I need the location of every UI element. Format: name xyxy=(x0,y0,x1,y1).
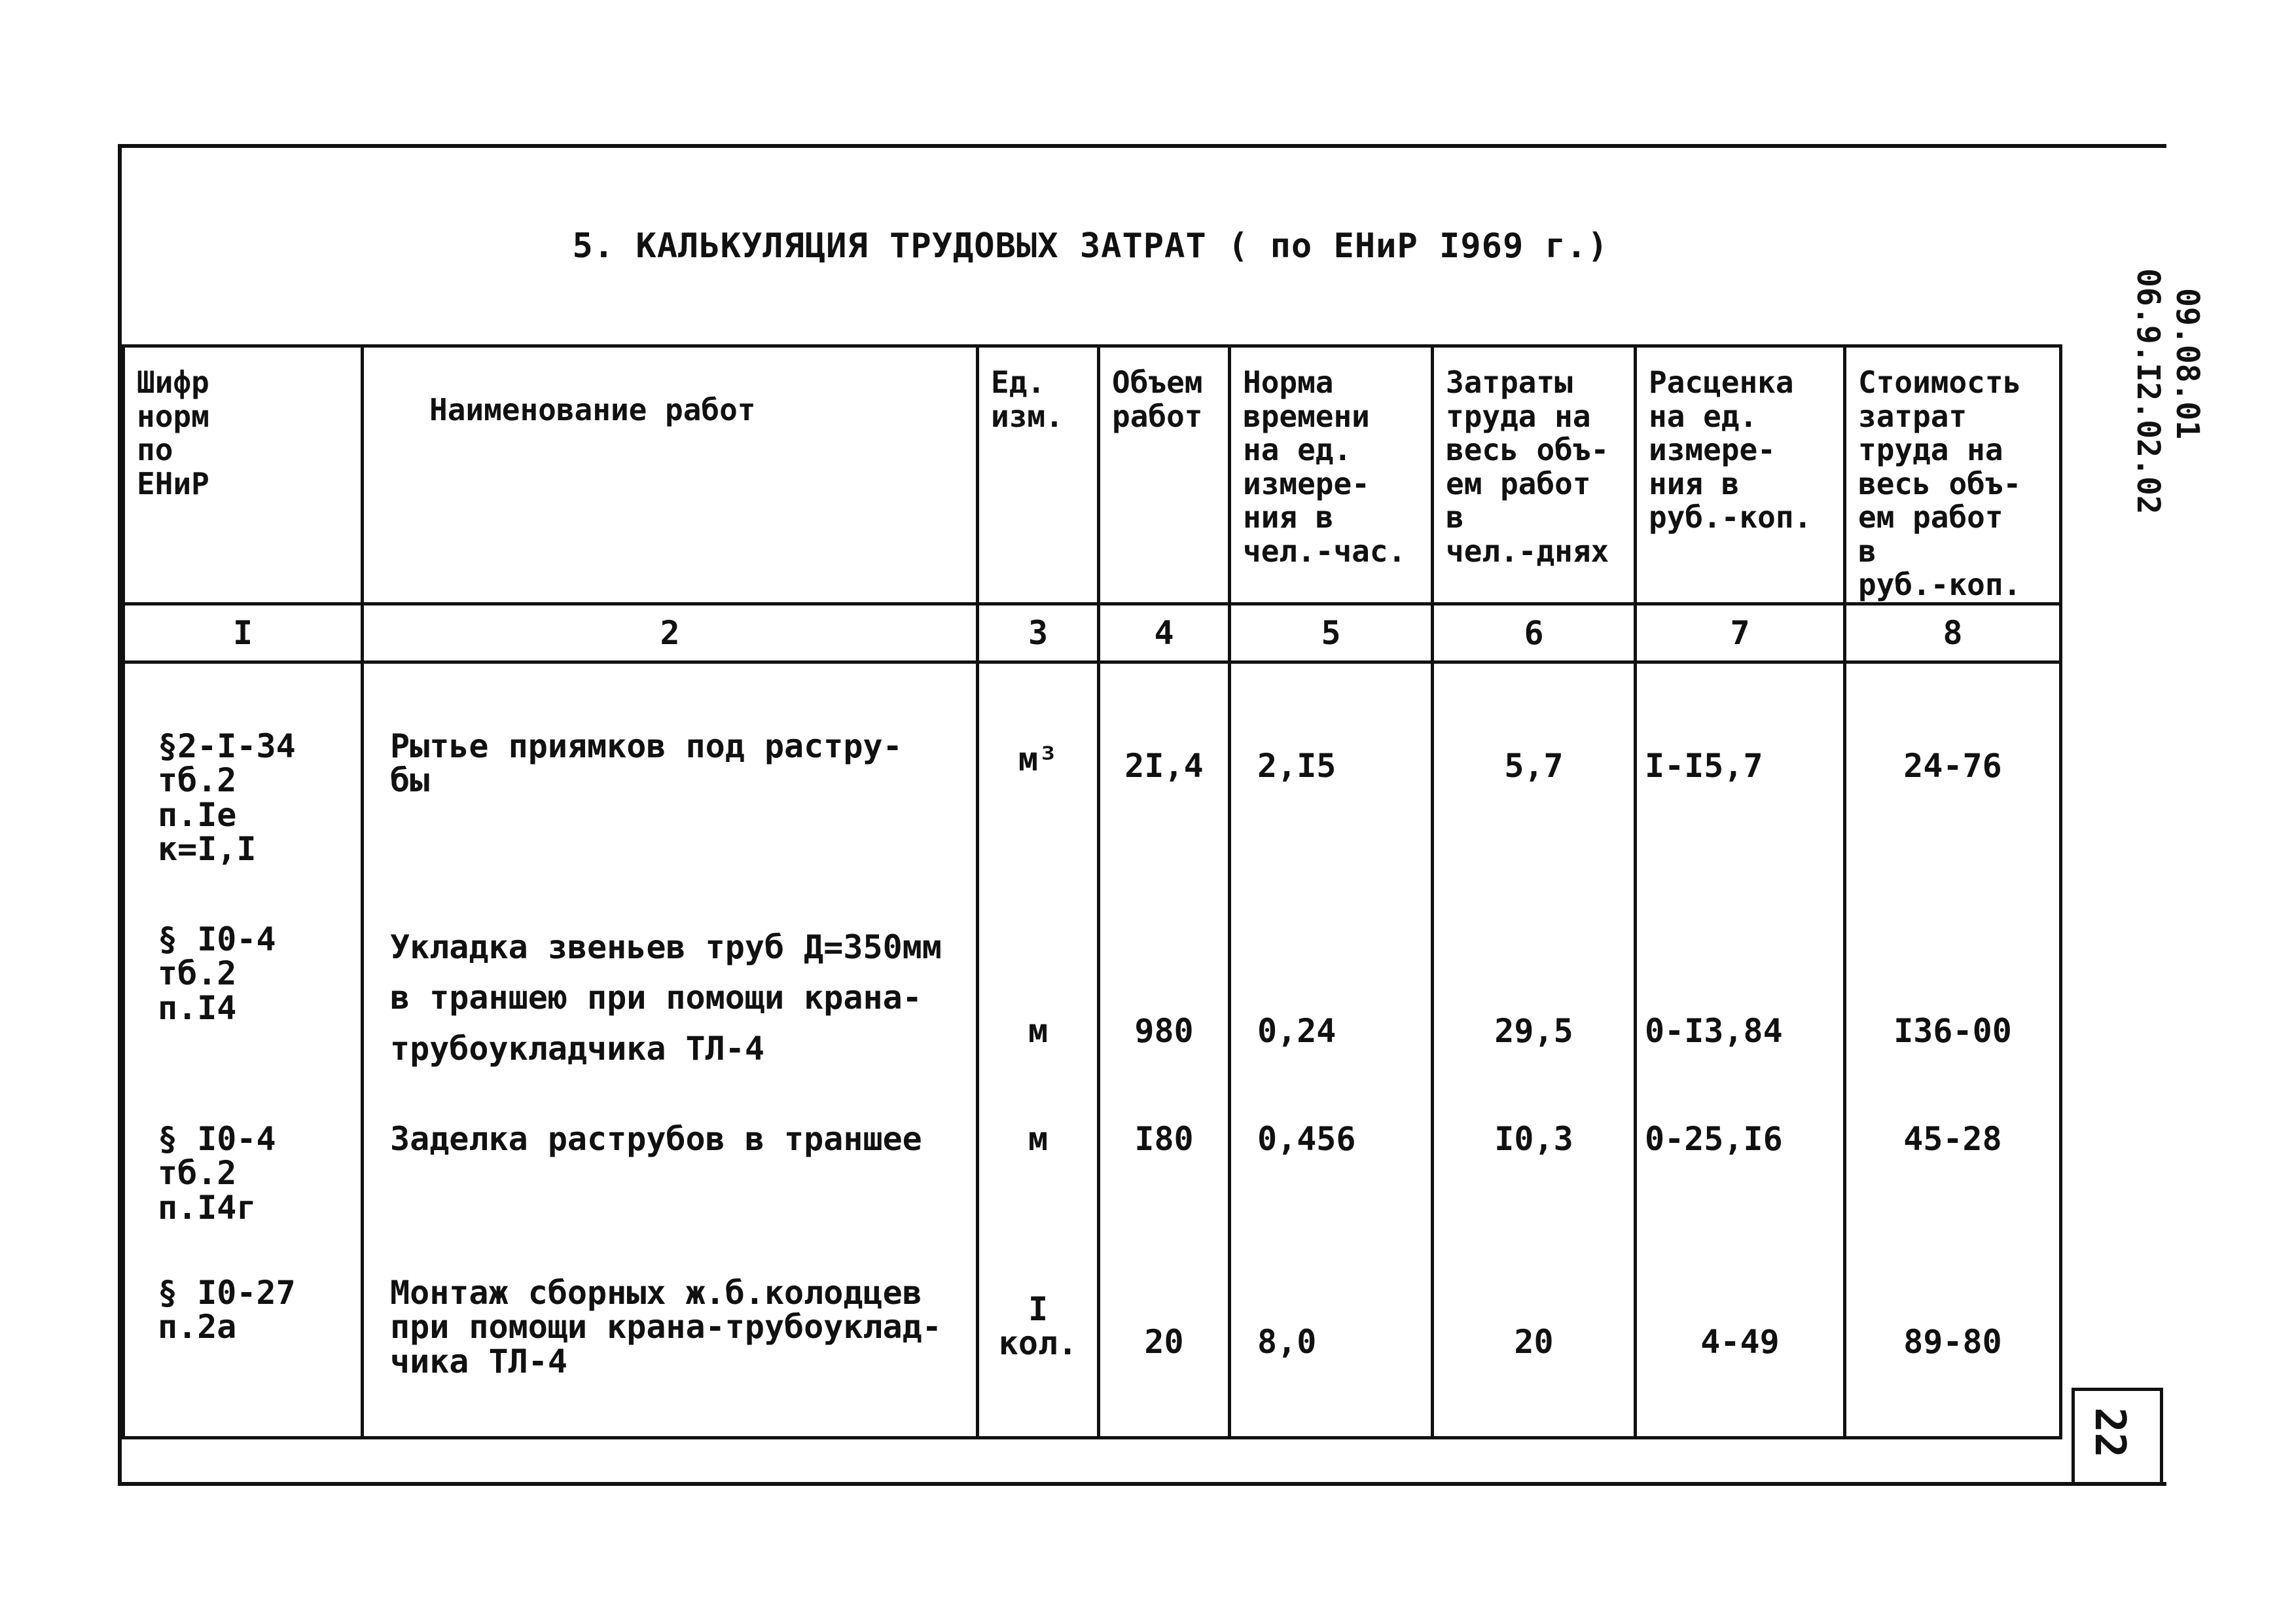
row-time-norm: 0,456 xyxy=(1257,1119,1356,1158)
row-volume: I80 xyxy=(1134,1119,1194,1158)
row-unit: м xyxy=(1028,1119,1049,1158)
page-number: 22 xyxy=(2085,1407,2134,1458)
row-rate: I-I5,7 xyxy=(1645,746,1763,785)
column-number: I xyxy=(232,613,253,652)
cost-column xyxy=(1845,662,2061,1437)
header-labor-days: Затраты труда на весь объ- ем работ в чел.-днях xyxy=(1433,346,1636,604)
header-volume: Объем работ xyxy=(1099,346,1230,604)
row-rate: 0-I3,84 xyxy=(1645,1011,1783,1050)
row-time-norm: 0,24 xyxy=(1257,1011,1336,1050)
row-volume: 2I,4 xyxy=(1124,746,1204,785)
row-volume: 20 xyxy=(1144,1322,1184,1361)
volume-column xyxy=(1099,662,1230,1437)
row-cost: 24-76 xyxy=(1903,746,2002,785)
row-volume: 980 xyxy=(1134,1011,1194,1050)
row-cost: 45-28 xyxy=(1903,1119,2002,1158)
header-work-name: Наименование работ xyxy=(363,346,978,604)
row-rate: 0-25,I6 xyxy=(1645,1119,1783,1158)
row-time-norm: 2,I5 xyxy=(1257,746,1336,785)
row-rate: 4-49 xyxy=(1700,1322,1780,1361)
work-name-column xyxy=(363,662,978,1437)
labor-days-column xyxy=(1433,662,1636,1437)
row-work-name: Укладка звеньев труб Д=350мм в траншею при помощи крана- трубоукладчика ТЛ-4 xyxy=(390,928,942,1068)
page-number-box xyxy=(2072,1388,2163,1486)
column-number: 7 xyxy=(1730,613,1750,652)
row-unit: м xyxy=(1028,1011,1049,1050)
side-document-codes xyxy=(2121,268,2206,543)
row-cost: I36-00 xyxy=(1893,1011,2012,1050)
column-number-row xyxy=(124,604,2061,662)
unit-column xyxy=(978,662,1099,1437)
header-rate: Расценка на ед. измере- ния в руб.-коп. xyxy=(1636,346,1845,604)
row-labor-days: 5,7 xyxy=(1504,746,1564,785)
column-number: 2 xyxy=(660,613,680,652)
labor-cost-table xyxy=(122,344,2062,1439)
table-body xyxy=(124,662,2061,1437)
row-unit: I кол. xyxy=(998,1290,1078,1363)
row-work-name: Монтаж сборных ж.б.колодцев при помощи крана-трубоуклад- чика ТЛ-4 xyxy=(390,1273,942,1380)
row-time-norm: 8,0 xyxy=(1257,1322,1317,1361)
column-number: 4 xyxy=(1154,613,1174,652)
column-number: 6 xyxy=(1524,613,1544,652)
header-code: Шифр норм по ЕНиР xyxy=(124,346,363,604)
row-labor-days: I0,3 xyxy=(1494,1119,1573,1158)
calculation-sheet xyxy=(118,144,2166,1486)
header-time-norm: Норма времени на ед. измере- ния в чел.-час. xyxy=(1230,346,1433,604)
header-row xyxy=(124,346,2061,604)
norm-column xyxy=(1230,662,1433,1437)
row-cost: 89-80 xyxy=(1903,1322,2002,1361)
row-code: §2-I-34 тб.2 п.Iе к=I,I xyxy=(158,727,296,869)
code-column xyxy=(124,662,363,1437)
row-unit: м³ xyxy=(1018,740,1058,778)
row-work-name: Заделка раструбов в траншее xyxy=(390,1119,922,1158)
row-code: § I0-4 тб.2 п.I4 xyxy=(158,920,276,1027)
header-unit: Ед. изм. xyxy=(978,346,1099,604)
row-work-name: Рытье приямков под растру- бы xyxy=(390,727,903,800)
column-number: 5 xyxy=(1321,613,1341,652)
document-title: 5. КАЛЬКУЛЯЦИЯ ТРУДОВЫХ ЗАТРАТ ( по ЕНиР I969 г.) xyxy=(572,226,1609,266)
document-code: 09.08.01 xyxy=(2169,288,2206,440)
column-number: 8 xyxy=(1943,613,1963,652)
row-labor-days: 29,5 xyxy=(1494,1011,1573,1050)
header-cost: Стоимость затрат труда на весь объ- ем работ в руб.-коп. xyxy=(1845,346,2061,604)
row-labor-days: 20 xyxy=(1514,1322,1554,1361)
rate-column xyxy=(1636,662,1845,1437)
document-code: 06.9.I2.02.02 xyxy=(2130,268,2166,514)
row-code: § I0-27 п.2а xyxy=(158,1273,296,1346)
row-code: § I0-4 тб.2 п.I4г xyxy=(158,1119,276,1227)
column-number: 3 xyxy=(1028,613,1049,652)
